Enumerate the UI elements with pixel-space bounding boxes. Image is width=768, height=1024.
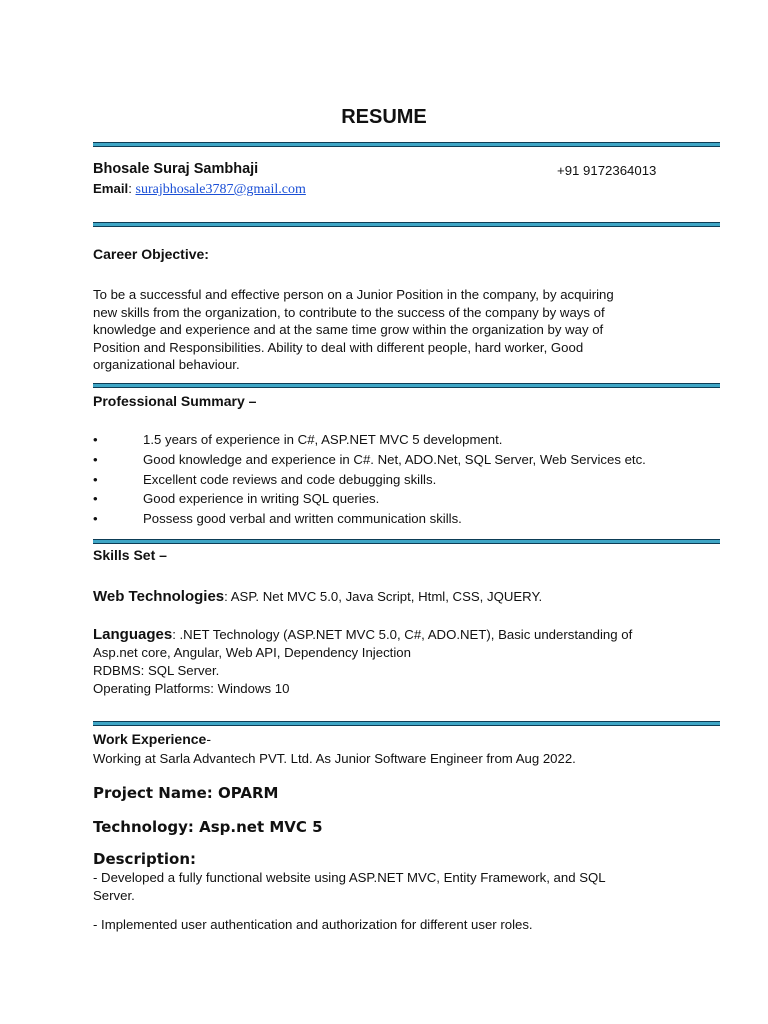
web-technologies-label: Web Technologies (93, 588, 225, 605)
bullet-icon: • (93, 472, 98, 487)
phone-number: +91 9172364013 (557, 163, 657, 178)
web-technologies-line (93, 588, 542, 606)
web-technologies-value: : ASP. Net MVC 5.0, Java Script, Html, CSS, JQUERY. (224, 589, 543, 604)
career-objective-heading: Career Objective: (93, 246, 209, 262)
work-experience-line: Working at Sarla Advantech PVT. Ltd. As Junior Software Engineer from Aug 2022. (93, 751, 576, 766)
bullet-icon: • (93, 432, 98, 447)
work-experience-title: Work Experience (93, 731, 207, 747)
summary-item: Excellent code reviews and code debugging skills. (143, 472, 437, 487)
professional-summary-heading: Professional Summary – (93, 393, 257, 409)
section-divider (93, 383, 720, 389)
career-line: organizational behaviour. (93, 357, 240, 373)
career-line: Position and Responsibilities. Ability to deal with different people, hard worker, Good (93, 339, 584, 355)
languages-value-continued: Asp.net core, Angular, Web API, Dependency Injection (93, 645, 411, 660)
description-item: - Implemented user authentication and authorization for different user roles. (93, 917, 533, 932)
career-line: new skills from the organization, to contribute to the success of the company by ways of (93, 304, 605, 320)
bullet-icon: • (93, 452, 98, 467)
career-objective-text (93, 286, 663, 374)
rdbms-line: RDBMS: SQL Server. (93, 663, 220, 678)
section-divider (93, 222, 720, 228)
bullet-icon: • (93, 491, 98, 506)
email-link[interactable]: surajbhosale3787@gmail.com (135, 182, 306, 197)
resume-title: RESUME (341, 106, 427, 128)
section-divider (93, 721, 720, 727)
list-item (93, 432, 713, 450)
description-item: - Developed a fully functional website using ASP.NET MVC, Entity Framework, and SQL (93, 870, 606, 885)
skills-heading: Skills Set – (93, 547, 167, 563)
work-experience-heading (93, 731, 211, 747)
languages-line (93, 626, 632, 644)
project-technology: Technology: Asp.net MVC 5 (93, 818, 323, 836)
work-experience-suffix: - (206, 731, 212, 747)
list-item (93, 511, 713, 529)
description-item-continued: Server. (93, 888, 135, 903)
description-heading: Description: (93, 850, 197, 868)
languages-value: : .NET Technology (ASP.NET MVC 5.0, C#, ADO.NET), Basic understanding of (172, 627, 633, 642)
career-line: knowledge and experience and at the same time grow within the organization by way of (93, 322, 604, 338)
career-line: To be a successful and effective person on a Junior Position in the company, by acquiring (93, 287, 614, 302)
summary-item: 1.5 years of experience in C#, ASP.NET MVC 5 development. (143, 432, 503, 447)
bullet-icon: • (93, 511, 98, 526)
list-item (93, 491, 713, 509)
section-divider (93, 142, 720, 148)
email-label: Email (93, 181, 129, 196)
operating-platforms-line: Operating Platforms: Windows 10 (93, 681, 290, 696)
list-item (93, 472, 713, 490)
languages-label: Languages (93, 626, 173, 643)
summary-item: Good experience in writing SQL queries. (143, 491, 380, 506)
project-name: Project Name: OPARM (93, 784, 279, 802)
summary-item: Possess good verbal and written communication skills. (143, 511, 462, 526)
summary-item: Good knowledge and experience in C#. Net, ADO.Net, SQL Server, Web Services etc. (143, 452, 646, 467)
email-line (93, 180, 306, 199)
list-item (93, 452, 713, 470)
email-colon: : (128, 181, 136, 196)
section-divider (93, 539, 720, 545)
candidate-name: Bhosale Suraj Sambhaji (93, 161, 259, 177)
